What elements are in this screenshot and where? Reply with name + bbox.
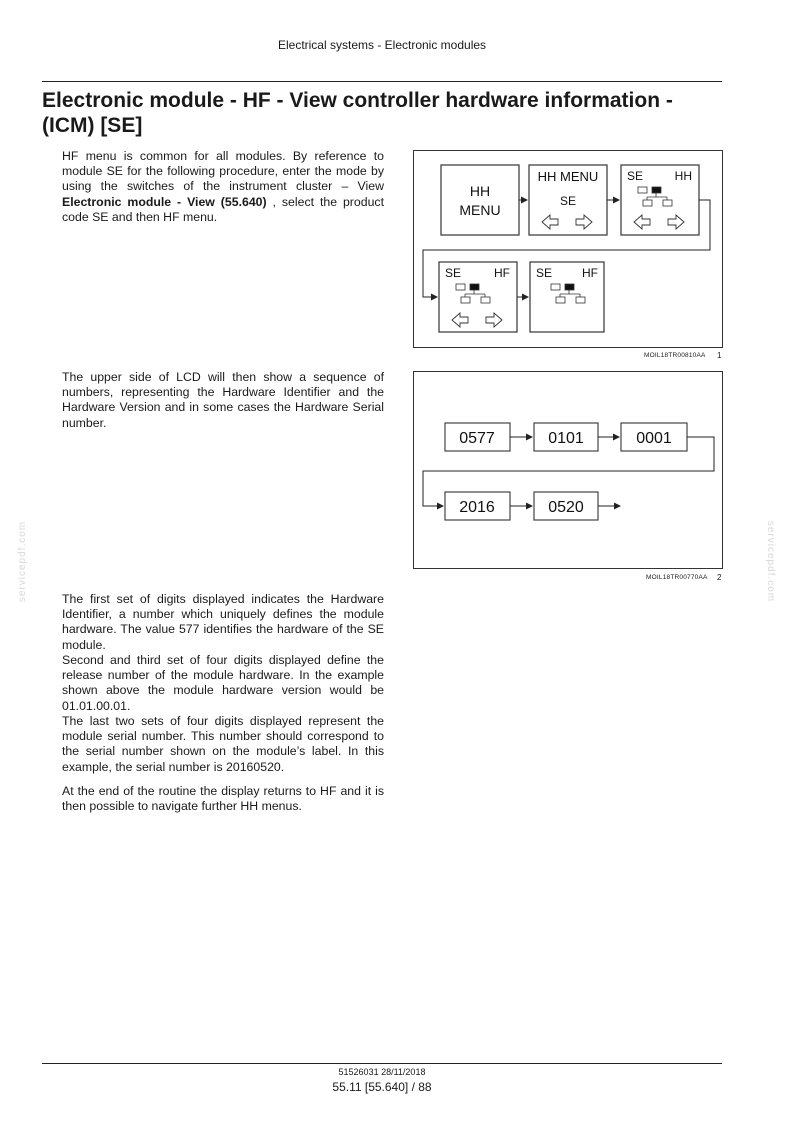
screen-se-hf xyxy=(530,262,604,332)
figure-1-id: MOIL18TR00810AA xyxy=(644,352,706,359)
screen-se-label: SE xyxy=(445,266,462,280)
figure-1-menu-navigation xyxy=(413,150,723,348)
sequence-value: 2016 xyxy=(459,499,495,516)
cross-reference-link[interactable]: Electronic module - View (55.640) xyxy=(62,194,267,209)
paragraph-intro xyxy=(62,149,384,225)
paragraph-hardware-identifier: The first set of digits displayed indicates the Hardware Identifier, a number which uniquely defines the module hardware. The value 577 identifies the hardware of the SE module. xyxy=(62,592,384,652)
figure-2-hardware-sequence xyxy=(413,371,723,569)
paragraph-serial-number: The last two sets of four digits displayed represent the module serial number. This number should correspond to the serial number shown on the module’s label. In this example, the serial number is 20160520. xyxy=(62,714,384,774)
sequence-box-serial-2 xyxy=(534,492,598,520)
paragraph-end-routine: At the end of the routine the display returns to HF and it is then possible to navigate further HH menus. xyxy=(62,784,384,814)
sequence-box-version-1 xyxy=(534,423,598,451)
figure-1-number: 1 xyxy=(717,351,722,360)
screen-menu-label: MENU xyxy=(459,202,501,218)
figure-2-number: 2 xyxy=(717,573,722,582)
sequence-value: 0577 xyxy=(459,430,495,447)
screen-title-label: HH MENU xyxy=(537,169,599,184)
footer-rule xyxy=(42,1063,722,1064)
sequence-box-hardware-id xyxy=(445,423,510,451)
footer-page-number: 55.11 [55.640] / 88 xyxy=(332,1080,432,1094)
intro-text-before: HF menu is common for all modules. By reference to module SE for the following procedure, enter the mode by using the switches of the instrument cluster – View xyxy=(62,149,384,194)
screen-se-hh xyxy=(621,165,699,235)
page-title: Electronic module - HF - View controller hardware information - (ICM) [SE] xyxy=(42,89,673,137)
sequence-value: 0001 xyxy=(636,430,672,447)
screen-se-label: SE xyxy=(627,169,644,183)
screen-hh-menu-se xyxy=(529,165,607,235)
screen-hh-right-label: HH xyxy=(674,169,692,183)
running-head: Electrical systems - Electronic modules xyxy=(277,38,487,52)
screen-se-label: SE xyxy=(536,266,553,280)
footer-doc-code: 51526031 28/11/2018 xyxy=(338,1067,426,1077)
intro-text-after: , select the product code SE and then HF menu. xyxy=(62,194,384,224)
paragraph-lcd-sequence: The upper side of LCD will then show a sequence of numbers, representing the Hardware Identifier and the Hardware Version and in some cases the Hardware Serial number. xyxy=(62,370,384,430)
sequence-value: 0520 xyxy=(548,499,584,516)
watermark-right: servicepdf.com xyxy=(765,520,777,603)
screen-hh-menu xyxy=(441,165,519,235)
watermark-left: servicepdf.com xyxy=(17,520,29,603)
paragraph-hardware-version: Second and third set of four digits displayed define the release number of the module hardware. In the example shown above the module hardware version would be 01.01.00.01. xyxy=(62,653,384,713)
header-rule xyxy=(42,81,722,82)
sequence-box-version-2 xyxy=(621,423,687,451)
sequence-box-serial-1 xyxy=(445,492,510,520)
sequence-value: 0101 xyxy=(548,430,584,447)
screen-hf-label: HF xyxy=(494,266,510,280)
screen-se-hf-with-arrows xyxy=(439,262,517,332)
screen-sub-label: SE xyxy=(559,194,577,208)
figure-2-id: MOIL18TR00770AA xyxy=(646,574,708,581)
screen-hh-label: HH xyxy=(469,183,491,199)
screen-hf-label: HF xyxy=(582,266,598,280)
